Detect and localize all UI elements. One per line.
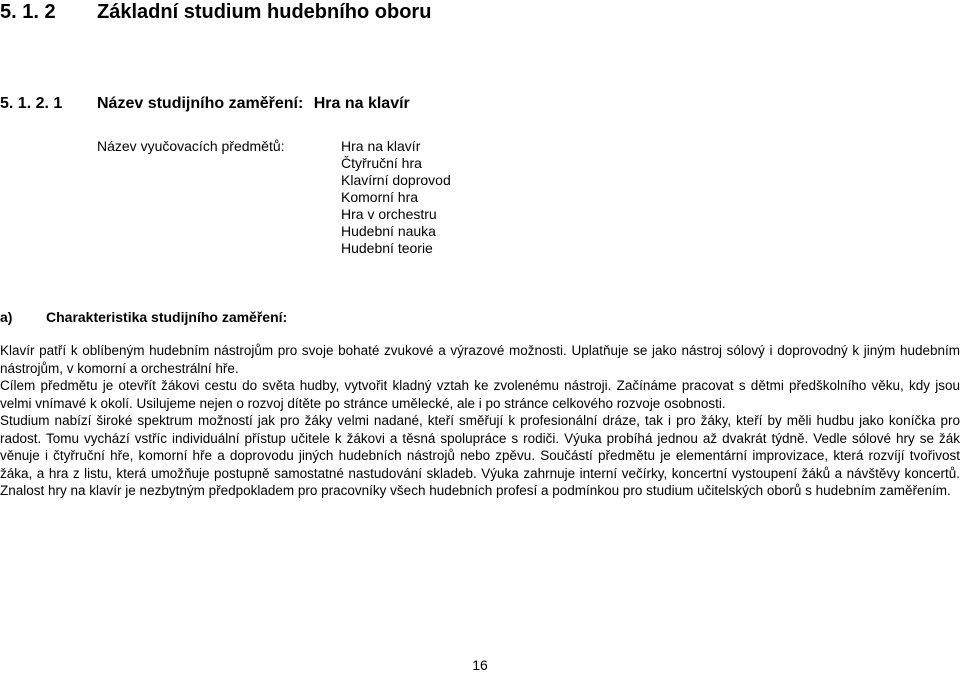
subject-item: Čtyřruční hra [341,155,422,171]
subjects-list [341,138,451,257]
subsection-heading [0,94,410,114]
subject-item: Hra na klavír [341,138,421,154]
characteristics-title: Charakteristika studijního zaměření: [46,309,288,325]
subsection-label: Název studijního zaměření: [97,95,304,112]
section-title: Základní studium hudebního oboru [97,1,432,23]
subject-item: Klavírní doprovod [341,172,451,188]
paragraph: Cílem předmětu je otevřít žákovi cestu do světa hudby, vytvořit kladný vztah ke zvolenému nástroji. Začínáme pracovat s dětmi předškolního věku, kdy jsou velmi vnímavé k okolí. Usilujeme nejen o rozvoj dítěte po stránce umělecké, ale i po stránce celkového rozvoje osobnosti. [0,378,960,411]
characteristics-heading [0,309,287,326]
paragraph: Klavír patří k oblíbeným hudebním nástrojům pro svoje bohaté zvukové a výrazové možnosti. Uplatňuje se jako nástroj sólový i doprovodný k jiným hudebním nástrojům, v komorní a orchestrální hře. [0,343,960,376]
section-number: 5. 1. 2 [0,1,56,23]
subsection-number: 5. 1. 2. 1 [0,95,63,112]
characteristics-marker: a) [0,309,13,325]
subsection-value: Hra na klavír [313,95,410,112]
subject-item: Hudební teorie [341,240,433,256]
paragraph: Studium nabízí široké spektrum možností jak pro žáky velmi nadané, kteří směřují k profesionální dráze, tak i pro žáky, kteří by měli hudbu jako koníčka pro radost. Tomu vychází vstříc individuální přístup učitele k žákovi a těsná spolupráce s rodiči. Výuka probíhá jednou až dvakrát týdně. Vedle sólové hry se žák věnuje i čtyřruční hře, komorní hře a doprovodu jiných hudebních nástrojů nebo zpěvu. Součástí předmětu je elementární improvizace, která rozvíjí tvořivost žáka, a hra z listu, která umožňuje postupně samostatné nastudování skladeb. Výuka zahrnuje interní večírky, koncertní vystoupení žáků a návštěvy koncertů. Znalost hry na klavír je nezbytným předpokladem pro pracovníky všech hudebních profesí a podmínkou pro studium učitelských oborů s hudebním zaměřením. [0,413,960,498]
subject-item: Hra v orchestru [341,206,437,222]
subjects-label: Název vyučovacích předmětů: [97,138,285,154]
subject-item: Komorní hra [341,189,419,205]
page-number: 16 [472,657,488,673]
section-heading [0,0,431,24]
subject-item: Hudební nauka [341,223,436,239]
body-text [0,342,960,500]
